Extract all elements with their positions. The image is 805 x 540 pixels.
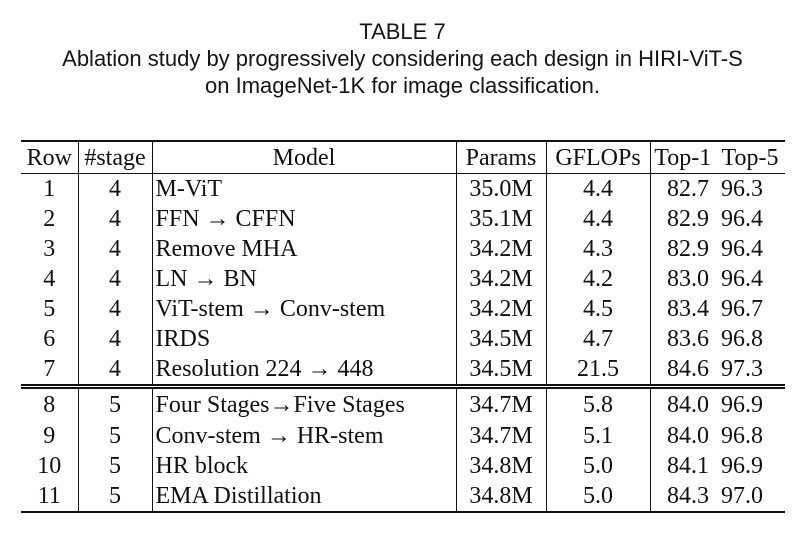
cell-params: 34.5M [456, 324, 546, 354]
cell-top1: 84.0 [667, 423, 709, 449]
header-row: Row [21, 141, 78, 174]
cell-gflops: 5.8 [546, 387, 650, 422]
cell-top5: 97.3 [721, 356, 763, 382]
cell-row: 6 [21, 324, 78, 354]
cell-gflops: 4.4 [546, 204, 650, 234]
table-row [21, 174, 785, 205]
cell-row: 1 [21, 174, 78, 205]
header-top5: Top-5 [715, 141, 785, 174]
cell-model: FFN → CFFN [152, 204, 456, 234]
cell-top1: 83.4 [667, 296, 709, 322]
cell-row: 8 [21, 387, 78, 422]
cell-top5: 96.3 [721, 176, 763, 202]
cell-gflops: 4.7 [546, 324, 650, 354]
cell-row: 5 [21, 294, 78, 324]
cell-stage: 4 [78, 204, 152, 234]
cell-stage: 5 [78, 421, 152, 451]
cell-params: 34.2M [456, 264, 546, 294]
header-params: Params [456, 141, 546, 174]
table-row [21, 421, 785, 451]
cell-gflops: 4.3 [546, 234, 650, 264]
cell-row: 2 [21, 204, 78, 234]
cell-stage: 4 [78, 294, 152, 324]
table-row [21, 204, 785, 234]
table-row [21, 481, 785, 512]
cell-stage: 4 [78, 324, 152, 354]
cell-params: 34.7M [456, 421, 546, 451]
cell-top1: 82.9 [667, 206, 709, 232]
cell-stage: 4 [78, 354, 152, 387]
table-caption-line-2: on ImageNet-1K for image classification. [205, 73, 600, 98]
cell-top1: 83.6 [667, 326, 709, 352]
cell-params: 34.7M [456, 387, 546, 422]
cell-params: 34.8M [456, 481, 546, 512]
cell-gflops: 5.0 [546, 451, 650, 481]
cell-stage: 4 [78, 234, 152, 264]
cell-row: 4 [21, 264, 78, 294]
table-header-row [21, 141, 785, 174]
cell-gflops: 4.2 [546, 264, 650, 294]
cell-model: Four Stages→Five Stages [152, 387, 456, 422]
table-row [21, 387, 785, 422]
cell-model: ViT-stem → Conv-stem [152, 294, 456, 324]
table-row [21, 451, 785, 481]
cell-gflops: 5.0 [546, 481, 650, 512]
cell-model: Conv-stem → HR-stem [152, 421, 456, 451]
cell-params: 35.0M [456, 174, 546, 205]
cell-row: 3 [21, 234, 78, 264]
cell-top1: 84.0 [650, 387, 715, 422]
header-top1: Top-1 [650, 141, 715, 174]
cell-top5: 96.4 [721, 266, 763, 292]
cell-top1: 83.0 [667, 266, 709, 292]
header-gflops: GFLOPs [546, 141, 650, 174]
table-caption-line-1: Ablation study by progressively considering each design in HIRI-ViT-S [62, 46, 743, 71]
cell-gflops: 21.5 [546, 354, 650, 387]
cell-top5: 96.9 [715, 387, 785, 422]
cell-row: 10 [21, 451, 78, 481]
cell-row: 9 [21, 421, 78, 451]
cell-top5: 96.4 [721, 236, 763, 262]
table-row [21, 354, 785, 387]
cell-params: 34.2M [456, 294, 546, 324]
cell-top5: 96.8 [721, 326, 763, 352]
cell-top1: 82.7 [667, 176, 709, 202]
cell-model: HR block [152, 451, 456, 481]
cell-stage: 5 [78, 451, 152, 481]
table-row [21, 294, 785, 324]
cell-model: EMA Distillation [152, 481, 456, 512]
cell-model: IRDS [152, 324, 456, 354]
cell-stage: 5 [78, 481, 152, 512]
table-label: TABLE 7 [359, 19, 446, 44]
table-row [21, 234, 785, 264]
ablation-table [21, 140, 785, 513]
header-stage: #stage [78, 141, 152, 174]
cell-params: 34.8M [456, 451, 546, 481]
cell-model: Remove MHA [152, 234, 456, 264]
cell-top5: 96.8 [721, 423, 763, 449]
cell-row: 7 [21, 354, 78, 387]
header-model: Model [152, 141, 456, 174]
cell-model: M-ViT [152, 174, 456, 205]
cell-top5: 97.0 [715, 481, 785, 512]
cell-stage: 5 [78, 387, 152, 422]
cell-stage: 4 [78, 264, 152, 294]
cell-params: 35.1M [456, 204, 546, 234]
cell-gflops: 4.4 [546, 174, 650, 205]
cell-row: 11 [21, 481, 78, 512]
cell-params: 34.2M [456, 234, 546, 264]
cell-gflops: 4.5 [546, 294, 650, 324]
cell-top5: 96.4 [721, 206, 763, 232]
cell-model: LN → BN [152, 264, 456, 294]
cell-top1: 84.6 [667, 356, 709, 382]
cell-top1: 84.1 [667, 453, 709, 479]
cell-gflops: 5.1 [546, 421, 650, 451]
cell-stage: 4 [78, 174, 152, 205]
cell-top5: 96.9 [721, 453, 763, 479]
cell-top1: 84.3 [650, 481, 715, 512]
table-row [21, 324, 785, 354]
cell-top5: 96.7 [721, 296, 763, 322]
cell-top1: 82.9 [667, 236, 709, 262]
cell-params: 34.5M [456, 354, 546, 387]
cell-model: Resolution 224 → 448 [152, 354, 456, 387]
table-row [21, 264, 785, 294]
